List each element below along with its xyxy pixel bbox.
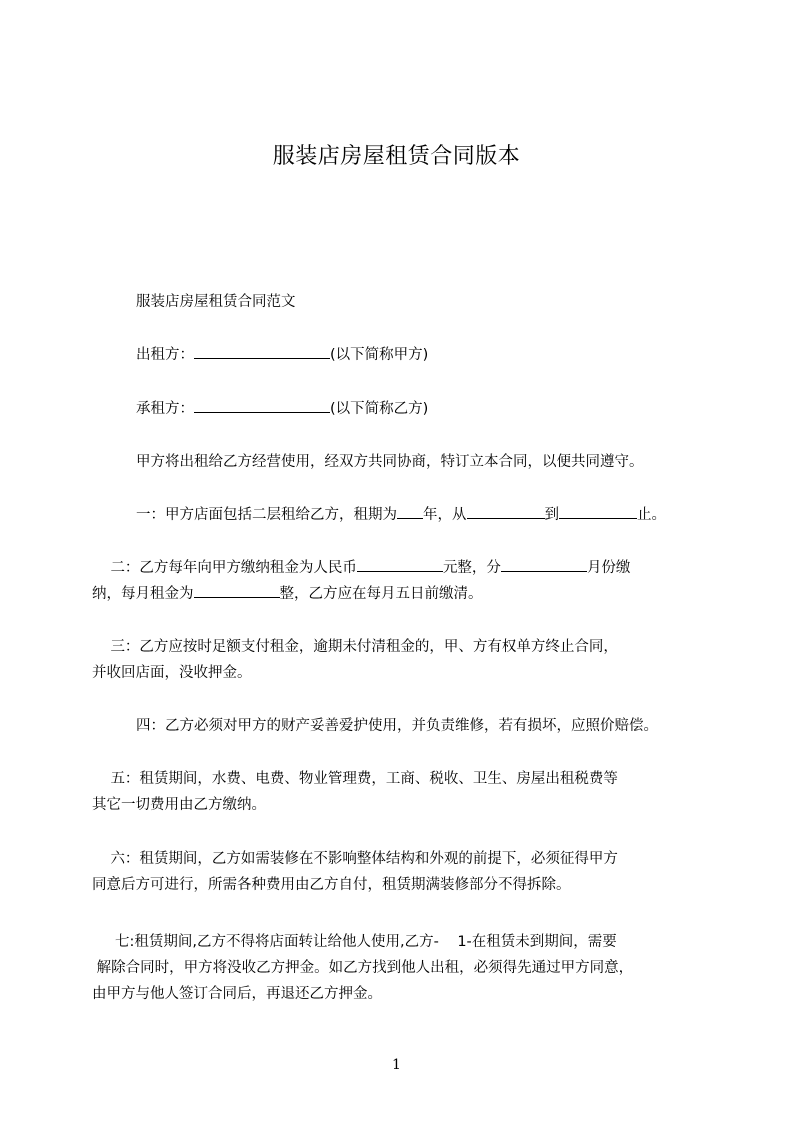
clause-2-text-e: 整，乙方应在每月五日前缴清。 xyxy=(279,586,483,602)
clause-1-blank-term xyxy=(397,503,423,519)
clause-5-line-1: 五：租赁期间，水费、电费、物业管理费，工商、税收、卫生、房屋出租税费等 xyxy=(110,771,618,787)
clause-2-blank-monthly xyxy=(194,582,280,598)
clause-3 xyxy=(92,634,710,686)
lessor-note: (以下简称甲方) xyxy=(330,347,429,363)
lessor-line xyxy=(136,342,754,368)
clause-1-blank-end xyxy=(559,503,637,519)
intro-paragraph: 甲方将出租给乙方经营使用，经双方共同协商，特订立本合同，以便共同遵守。 xyxy=(136,454,644,470)
clause-6 xyxy=(92,846,710,898)
clause-7-text-a: 七:租赁期间,乙方不得将店面转让给他人使用,乙方- xyxy=(115,934,439,950)
clause-2 xyxy=(92,555,710,607)
clause-2-blank-months xyxy=(501,556,587,572)
lessee-line xyxy=(136,396,754,422)
page-number: 1 xyxy=(392,1057,401,1073)
clause-1-text-c: 到 xyxy=(544,507,559,523)
clause-1-text-b: 年，从 xyxy=(423,507,467,523)
lessor-label: 出租方： xyxy=(136,347,194,363)
document-subtitle: 服装店房屋租赁合同范文 xyxy=(136,294,296,310)
lessor-blank xyxy=(194,343,330,359)
clause-7-line-3: 由甲方与他人签订合同后，再退还乙方押金。 xyxy=(92,986,382,1002)
lessee-note: (以下简称乙方) xyxy=(330,401,429,417)
clause-2-text-c: 月份缴 xyxy=(586,560,631,576)
clause-2-blank-amount xyxy=(357,556,443,572)
clause-2-text-d: 纳，每月租金为 xyxy=(92,586,194,602)
clause-3-line-2: 并收回店面，没收押金。 xyxy=(92,665,252,681)
clause-1-blank-start xyxy=(467,503,545,519)
clause-5 xyxy=(92,766,710,818)
clause-7-text-b: 1-在租赁未到期间，需要 xyxy=(457,934,617,950)
lessee-label: 承租方： xyxy=(136,401,194,417)
clause-6-line-1: 六：租赁期间，乙方如需装修在不影响整体结构和外观的前提下，必须征得甲方 xyxy=(110,851,618,867)
clause-2-text-b: 元整，分 xyxy=(442,560,501,576)
clause-2-text-a: 二：乙方每年向甲方缴纳租金为人民币 xyxy=(110,560,357,576)
clause-4: 四：乙方必须对甲方的财产妥善爱护使用，并负责维修，若有损坏，应照价赔偿。 xyxy=(136,718,658,734)
clause-1-text-d: 止。 xyxy=(637,507,666,523)
clause-3-line-1: 三：乙方应按时足额支付租金，逾期未付清租金的，甲、方有权单方终止合同， xyxy=(110,639,618,655)
clause-6-line-2: 同意后方可进行，所需各种费用由乙方自付，租赁期满装修部分不得拆除。 xyxy=(92,877,571,893)
clause-1-text-a: 一：甲方店面包括二层租给乙方，租期为 xyxy=(136,507,397,523)
clause-5-line-2: 其它一切费用由乙方缴纳。 xyxy=(92,797,266,813)
lessee-blank xyxy=(194,397,330,413)
clause-1 xyxy=(136,502,716,528)
clause-7 xyxy=(92,929,710,1007)
clause-7-line-2: 解除合同时，甲方将没收乙方押金。如乙方找到他人出租，必须得先通过甲方同意， xyxy=(96,960,634,976)
document-title: 服装店房屋租赁合同版本 xyxy=(272,144,521,169)
